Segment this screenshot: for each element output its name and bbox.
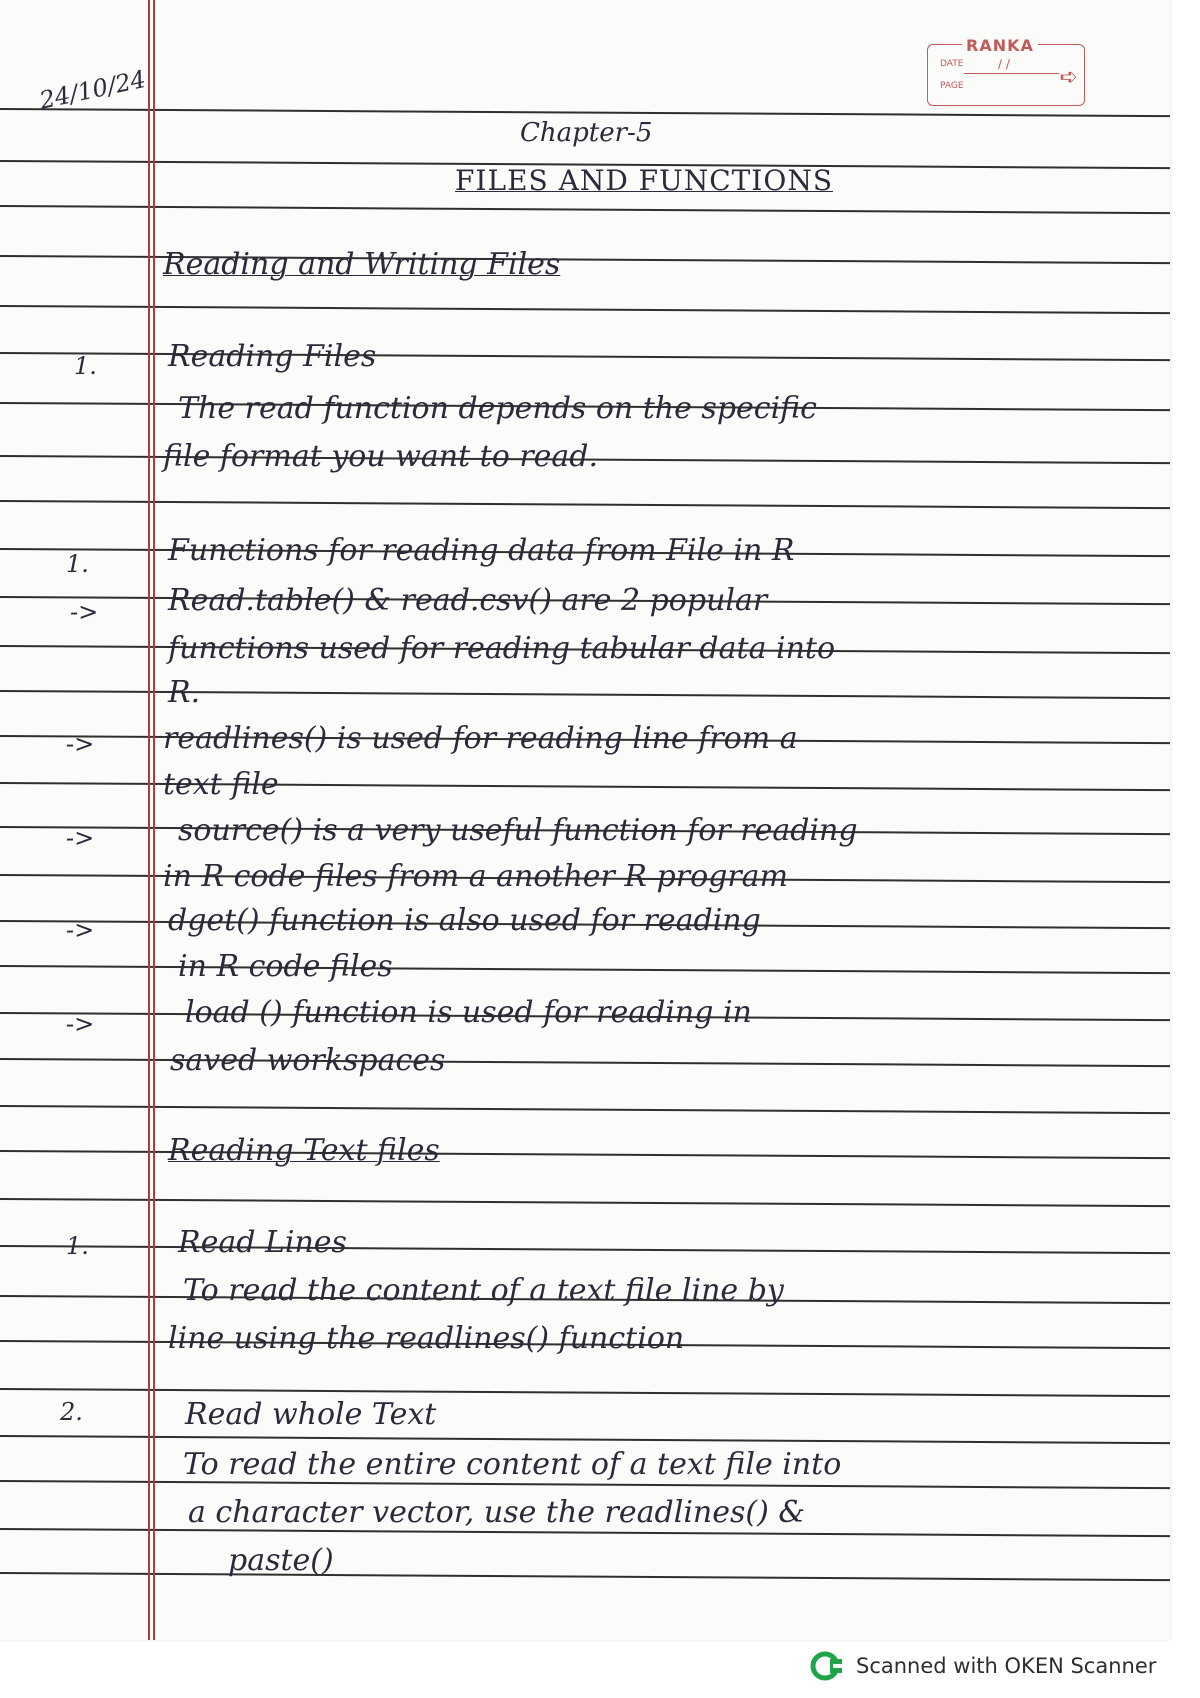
ruled-line: [0, 205, 1170, 214]
ruled-line: [0, 1388, 1170, 1397]
scanner-watermark: [810, 1646, 1156, 1686]
scanner-logo-icon: [810, 1649, 844, 1683]
subheading-read-lines: Read Lines: [178, 1225, 347, 1260]
arrow-bullet: ->: [70, 598, 99, 626]
text-line: a character vector, use the readlines() &: [188, 1495, 806, 1530]
list-marker: 1.: [74, 352, 97, 380]
ruled-line: [0, 1245, 1170, 1254]
scanner-watermark-text: Scanned with OKEN Scanner: [856, 1654, 1157, 1678]
text-line: in R code files: [178, 949, 393, 984]
stamp-date-value: / /: [998, 57, 1010, 71]
heading-reading-writing: Reading and Writing Files: [163, 247, 561, 282]
text-line: load () function is used for reading in: [185, 995, 752, 1030]
ruled-line: [0, 1198, 1170, 1207]
text-line: To read the content of a text file line by: [183, 1273, 784, 1308]
text-line: Read.table() & read.csv() are 2 popular: [168, 583, 768, 618]
ruled-line: [0, 1435, 1170, 1444]
subheading-read-whole-text: Read whole Text: [185, 1397, 437, 1432]
stamp-brand: RANKA: [962, 36, 1038, 55]
text-line: line using the readlines() function: [168, 1321, 685, 1356]
text-line: To read the entire content of a text file into: [183, 1447, 842, 1482]
arrow-bullet: ->: [66, 1010, 95, 1038]
ranka-stamp: [927, 36, 1085, 106]
text-line: paste(): [228, 1543, 334, 1578]
text-line: text file: [163, 767, 279, 802]
list-marker: 1.: [66, 1232, 89, 1260]
margin-line: [148, 0, 150, 1640]
text-line: saved workspaces: [170, 1043, 446, 1078]
ruled-line: [0, 305, 1170, 314]
chapter-title: FILES AND FUNCTIONS: [455, 164, 833, 197]
text-line: source() is a very useful function for reading: [178, 813, 858, 848]
arrow-bullet: ->: [66, 824, 95, 852]
text-line: functions used for reading tabular data into: [168, 631, 836, 666]
stamp-date-label: DATE: [940, 59, 964, 69]
ruled-line: [0, 500, 1170, 509]
text-line: file format you want to read.: [163, 439, 599, 474]
text-line: readlines() is used for reading line from a: [163, 721, 798, 756]
ruled-line: [0, 1105, 1170, 1114]
ruled-line: [0, 965, 1170, 974]
text-line: in R code files from a another R program: [163, 859, 789, 894]
ruled-line: [0, 1572, 1170, 1581]
chapter-label: Chapter-5: [520, 118, 653, 148]
stamp-page-label: PAGE: [940, 81, 964, 91]
text-line: R.: [168, 675, 201, 710]
arrow-bullet: ->: [66, 730, 95, 758]
list-marker: 1.: [66, 550, 89, 578]
stamp-arrow-icon: ➪: [1059, 65, 1078, 90]
text-line: The read function depends on the specific: [178, 391, 817, 426]
heading-reading-text-files: Reading Text files: [168, 1133, 440, 1168]
list-marker: 2.: [60, 1398, 83, 1426]
arrow-bullet: ->: [66, 916, 95, 944]
entry-date: 24/10/24: [37, 64, 149, 115]
subheading-reading-files: Reading Files: [168, 339, 377, 374]
subheading-functions: Functions for reading data from File in R: [168, 533, 795, 568]
stamp-divider: [964, 73, 1059, 74]
text-line: dget() function is also used for reading: [168, 903, 761, 938]
margin-line: [153, 0, 155, 1640]
